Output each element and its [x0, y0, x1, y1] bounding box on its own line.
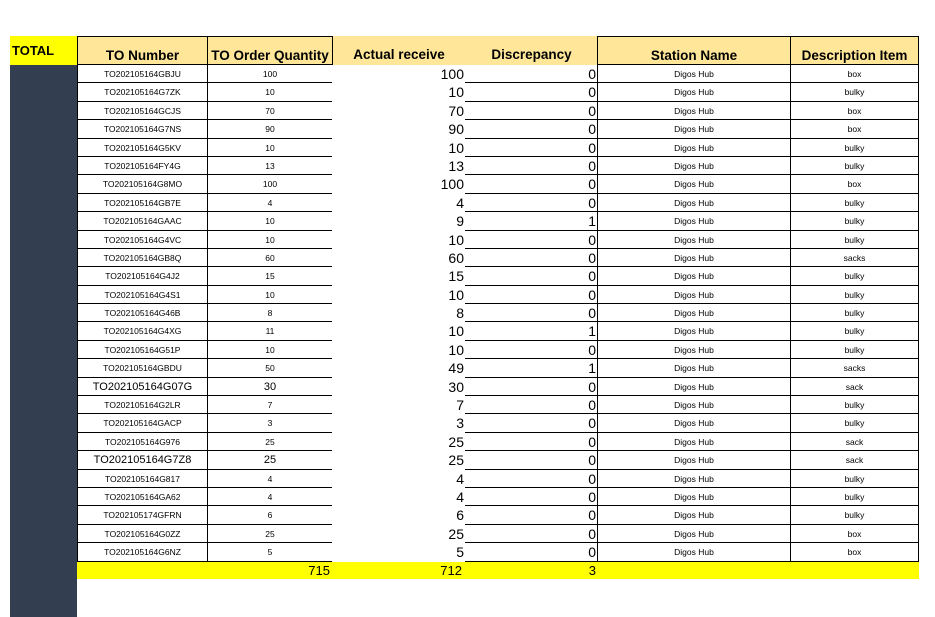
- station-name-cell: Digos Hub: [598, 83, 790, 101]
- table-row: [0, 65, 935, 83]
- order-quantity-cell: 50: [207, 359, 332, 377]
- order-quantity-cell: 10: [207, 231, 332, 249]
- table-row: [0, 433, 935, 451]
- description-item-cell: box: [790, 525, 919, 543]
- station-name-cell: Digos Hub: [598, 322, 790, 340]
- actual-receive-cell: 8: [456, 305, 464, 322]
- station-name-cell: Digos Hub: [598, 231, 790, 249]
- actual-receive-cell: 30: [448, 378, 464, 395]
- to-number-cell: TO202105164G4J2: [77, 267, 207, 285]
- station-name-cell: Digos Hub: [598, 102, 790, 120]
- to-number-cell: TO202105164G2LR: [77, 396, 207, 414]
- order-quantity-cell: 10: [207, 83, 332, 101]
- actual-receive-cell: 4: [456, 194, 464, 211]
- table-row: [0, 212, 935, 230]
- table-row: [0, 414, 935, 432]
- table-row: [0, 322, 935, 340]
- station-name-cell: Digos Hub: [598, 378, 790, 396]
- description-item-cell: bulky: [790, 194, 919, 212]
- description-item-cell: bulky: [790, 83, 919, 101]
- discrepancy-cell: 0: [465, 433, 598, 451]
- to-number-cell: TO202105164G5KV: [77, 139, 207, 157]
- header-actual-receive: Actual receive: [333, 36, 465, 65]
- order-quantity-cell: 15: [207, 267, 332, 285]
- actual-receive-cell: 13: [448, 157, 464, 174]
- table-row: [0, 378, 935, 396]
- station-name-cell: Digos Hub: [598, 488, 790, 506]
- actual-receive-cell: 10: [448, 341, 464, 358]
- actual-receive-cell: 10: [448, 231, 464, 248]
- station-name-cell: Digos Hub: [598, 359, 790, 377]
- header-station-name: Station Name: [597, 36, 791, 65]
- order-quantity-cell: 60: [207, 249, 332, 267]
- order-quantity-cell: 7: [207, 396, 332, 414]
- to-number-cell: TO202105164G46B: [77, 304, 207, 322]
- station-name-cell: Digos Hub: [598, 286, 790, 304]
- order-quantity-cell: 25: [207, 451, 332, 469]
- to-number-cell: TO202105164G7NS: [77, 120, 207, 138]
- to-number-cell: TO202105164G6NZ: [77, 543, 207, 561]
- total-order-quantity: 715: [308, 563, 330, 578]
- table-row: [0, 506, 935, 524]
- discrepancy-cell: 0: [465, 267, 598, 285]
- discrepancy-cell: 0: [465, 506, 598, 524]
- discrepancy-cell: 0: [465, 525, 598, 543]
- station-name-cell: Digos Hub: [598, 525, 790, 543]
- actual-receive-cell: 90: [448, 121, 464, 138]
- station-name-cell: Digos Hub: [598, 470, 790, 488]
- station-name-cell: Digos Hub: [598, 65, 790, 83]
- table-row: [0, 194, 935, 212]
- description-item-cell: bulky: [790, 470, 919, 488]
- table-row: [0, 175, 935, 193]
- actual-receive-cell: 5: [456, 544, 464, 561]
- table-row: [0, 451, 935, 469]
- description-item-cell: box: [790, 120, 919, 138]
- actual-receive-cell: 100: [440, 176, 464, 193]
- discrepancy-cell: 0: [465, 414, 598, 432]
- description-item-cell: box: [790, 65, 919, 83]
- actual-receive-cell: 3: [456, 415, 464, 432]
- order-quantity-cell: 4: [207, 470, 332, 488]
- total-label: TOTAL: [10, 36, 77, 65]
- table-row: [0, 304, 935, 322]
- discrepancy-cell: 0: [465, 396, 598, 414]
- to-number-cell: TO202105164GB7E: [77, 194, 207, 212]
- order-quantity-cell: 10: [207, 341, 332, 359]
- actual-receive-cell: 4: [456, 488, 464, 505]
- table-row: [0, 359, 935, 377]
- description-item-cell: bulky: [790, 506, 919, 524]
- order-quantity-cell: 100: [207, 175, 332, 193]
- header-description-item: Description Item: [790, 36, 919, 65]
- description-item-cell: sack: [790, 378, 919, 396]
- station-name-cell: Digos Hub: [598, 267, 790, 285]
- discrepancy-cell: 1: [465, 322, 598, 340]
- order-quantity-cell: 25: [207, 433, 332, 451]
- totals-row: [77, 562, 919, 579]
- table-row: [0, 488, 935, 506]
- order-quantity-cell: 25: [207, 525, 332, 543]
- actual-receive-cell: 10: [448, 139, 464, 156]
- station-name-cell: Digos Hub: [598, 433, 790, 451]
- discrepancy-cell: 0: [465, 470, 598, 488]
- order-quantity-cell: 4: [207, 488, 332, 506]
- description-item-cell: bulky: [790, 322, 919, 340]
- description-item-cell: bulky: [790, 286, 919, 304]
- header-discrepancy: Discrepancy: [465, 36, 598, 65]
- discrepancy-cell: 0: [465, 378, 598, 396]
- actual-receive-cell: 70: [448, 102, 464, 119]
- table-row: [0, 341, 935, 359]
- actual-receive-cell: 6: [456, 507, 464, 524]
- actual-receive-cell: 10: [448, 84, 464, 101]
- to-number-cell: TO202105164G7ZK: [77, 83, 207, 101]
- order-quantity-cell: 13: [207, 157, 332, 175]
- station-name-cell: Digos Hub: [598, 304, 790, 322]
- station-name-cell: Digos Hub: [598, 157, 790, 175]
- discrepancy-cell: 0: [465, 451, 598, 469]
- actual-receive-cell: 49: [448, 360, 464, 377]
- header-to-number: TO Number: [77, 36, 208, 65]
- discrepancy-cell: 0: [465, 194, 598, 212]
- to-number-cell: TO202105164G4S1: [77, 286, 207, 304]
- station-name-cell: Digos Hub: [598, 341, 790, 359]
- discrepancy-cell: 1: [465, 212, 598, 230]
- discrepancy-cell: 0: [465, 157, 598, 175]
- description-item-cell: bulky: [790, 341, 919, 359]
- order-quantity-cell: 5: [207, 543, 332, 561]
- discrepancy-cell: 0: [465, 120, 598, 138]
- to-number-cell: TO202105174GFRN: [77, 506, 207, 524]
- order-quantity-cell: 3: [207, 414, 332, 432]
- actual-receive-cell: 9: [456, 213, 464, 230]
- to-number-cell: TO202105164G4XG: [77, 322, 207, 340]
- description-item-cell: box: [790, 543, 919, 561]
- actual-receive-cell: 10: [448, 323, 464, 340]
- description-item-cell: bulky: [790, 139, 919, 157]
- to-number-cell: TO202105164G07G: [77, 378, 207, 396]
- station-name-cell: Digos Hub: [598, 120, 790, 138]
- actual-receive-cell: 25: [448, 525, 464, 542]
- to-number-cell: TO202105164FY4G: [77, 157, 207, 175]
- description-item-cell: bulky: [790, 304, 919, 322]
- discrepancy-cell: 0: [465, 231, 598, 249]
- station-name-cell: Digos Hub: [598, 506, 790, 524]
- station-name-cell: Digos Hub: [598, 543, 790, 561]
- total-discrepancy: 3: [588, 563, 596, 578]
- to-number-cell: TO202105164G4VC: [77, 231, 207, 249]
- order-quantity-cell: 10: [207, 139, 332, 157]
- description-item-cell: sack: [790, 451, 919, 469]
- to-number-cell: TO202105164GB8Q: [77, 249, 207, 267]
- to-number-cell: TO202105164G7Z8: [77, 451, 207, 469]
- table-row: [0, 231, 935, 249]
- description-item-cell: sacks: [790, 359, 919, 377]
- station-name-cell: Digos Hub: [598, 451, 790, 469]
- order-quantity-cell: 90: [207, 120, 332, 138]
- table-row: [0, 267, 935, 285]
- to-number-cell: TO202105164G0ZZ: [77, 525, 207, 543]
- table-row: [0, 249, 935, 267]
- discrepancy-cell: 0: [465, 249, 598, 267]
- total-actual-receive: 712: [440, 563, 462, 578]
- discrepancy-cell: 0: [465, 304, 598, 322]
- table-row: [0, 83, 935, 101]
- actual-receive-cell: 15: [448, 268, 464, 285]
- to-number-cell: TO202105164GBJU: [77, 65, 207, 83]
- table-row: [0, 543, 935, 561]
- to-number-cell: TO202105164G817: [77, 470, 207, 488]
- table-row: [0, 120, 935, 138]
- table-row: [0, 139, 935, 157]
- description-item-cell: sacks: [790, 249, 919, 267]
- description-item-cell: sack: [790, 433, 919, 451]
- description-item-cell: bulky: [790, 267, 919, 285]
- to-number-cell: TO202105164G976: [77, 433, 207, 451]
- to-number-cell: TO202105164GACP: [77, 414, 207, 432]
- table-row: [0, 525, 935, 543]
- station-name-cell: Digos Hub: [598, 396, 790, 414]
- discrepancy-cell: 0: [465, 175, 598, 193]
- table-row: [0, 470, 935, 488]
- description-item-cell: box: [790, 102, 919, 120]
- order-quantity-cell: 70: [207, 102, 332, 120]
- station-name-cell: Digos Hub: [598, 212, 790, 230]
- description-item-cell: bulky: [790, 212, 919, 230]
- order-quantity-cell: 4: [207, 194, 332, 212]
- discrepancy-cell: 0: [465, 102, 598, 120]
- discrepancy-cell: 0: [465, 341, 598, 359]
- description-item-cell: bulky: [790, 414, 919, 432]
- description-item-cell: box: [790, 175, 919, 193]
- table-body: [0, 65, 935, 562]
- actual-receive-cell: 7: [456, 397, 464, 414]
- actual-receive-cell: 25: [448, 433, 464, 450]
- discrepancy-cell: 0: [465, 139, 598, 157]
- table-row: [0, 157, 935, 175]
- table-row: [0, 286, 935, 304]
- order-quantity-cell: 11: [207, 322, 332, 340]
- to-number-cell: TO202105164G8MO: [77, 175, 207, 193]
- table-row: [0, 396, 935, 414]
- discrepancy-cell: 1: [465, 359, 598, 377]
- actual-receive-cell: 25: [448, 452, 464, 469]
- discrepancy-cell: 0: [465, 83, 598, 101]
- discrepancy-cell: 0: [465, 65, 598, 83]
- station-name-cell: Digos Hub: [598, 175, 790, 193]
- station-name-cell: Digos Hub: [598, 194, 790, 212]
- to-number-cell: TO202105164G51P: [77, 341, 207, 359]
- to-number-cell: TO202105164GCJS: [77, 102, 207, 120]
- to-number-cell: TO202105164GAAC: [77, 212, 207, 230]
- description-item-cell: bulky: [790, 488, 919, 506]
- station-name-cell: Digos Hub: [598, 414, 790, 432]
- table-row: [0, 102, 935, 120]
- station-name-cell: Digos Hub: [598, 139, 790, 157]
- order-quantity-cell: 10: [207, 212, 332, 230]
- actual-receive-cell: 60: [448, 249, 464, 266]
- station-name-cell: Digos Hub: [598, 249, 790, 267]
- to-number-cell: TO202105164GA62: [77, 488, 207, 506]
- description-item-cell: bulky: [790, 231, 919, 249]
- discrepancy-cell: 0: [465, 543, 598, 561]
- actual-receive-cell: 10: [448, 286, 464, 303]
- actual-receive-cell: 100: [440, 66, 464, 82]
- description-item-cell: bulky: [790, 157, 919, 175]
- order-quantity-cell: 30: [207, 378, 332, 396]
- order-quantity-cell: 10: [207, 286, 332, 304]
- order-quantity-cell: 100: [207, 65, 332, 83]
- order-quantity-cell: 8: [207, 304, 332, 322]
- to-number-cell: TO202105164GBDU: [77, 359, 207, 377]
- description-item-cell: bulky: [790, 396, 919, 414]
- discrepancy-cell: 0: [465, 488, 598, 506]
- order-quantity-cell: 6: [207, 506, 332, 524]
- actual-receive-cell: 4: [456, 470, 464, 487]
- discrepancy-cell: 0: [465, 286, 598, 304]
- header-order-quantity: TO Order Quantity: [207, 36, 333, 65]
